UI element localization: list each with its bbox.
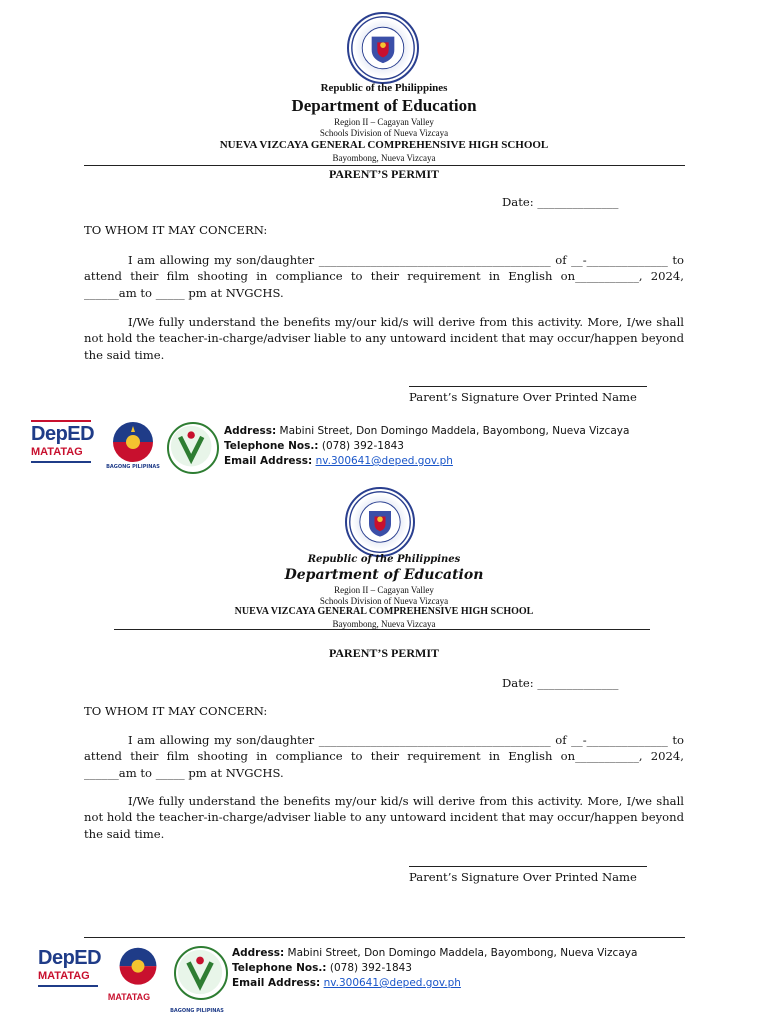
- region-text-2: Region II – Cagayan Valley: [334, 585, 434, 595]
- deped-seal-bottom: [345, 487, 415, 557]
- salutation: TO WHOM IT MAY CONCERN:: [84, 223, 268, 237]
- region-text: Region II – Cagayan Valley: [334, 117, 434, 127]
- header-divider: [84, 165, 685, 166]
- deped-logo-text-2: DepED: [38, 947, 102, 969]
- republic-text-2: Republic of the Philippines: [307, 554, 461, 565]
- date-field: Date: ______________: [502, 195, 619, 209]
- bagong-pilipinas-logo-2: [113, 944, 163, 992]
- school-logo-2: [174, 946, 228, 1000]
- email-link-2[interactable]: nv.300641@deped.gov.ph: [323, 977, 461, 989]
- email-label-2: Email Address:: [232, 977, 321, 989]
- permit-paragraph-1-b: [84, 732, 684, 781]
- location-text: Bayombong, Nueva Vizcaya: [332, 153, 436, 163]
- permit-paragraph-2-b: [84, 793, 684, 842]
- school-name: NUEVA VIZCAYA GENERAL COMPREHENSIVE HIGH SCHOOL: [219, 139, 549, 151]
- paragraph-1-text-b: I am allowing my son/daughter ________________________________________ of __-______________ to attend their film shooting in compliance to their requirement in English on___________, 2024, ______am to _____ pm at NVGCHS.: [84, 733, 684, 780]
- salutation-2: TO WHOM IT MAY CONCERN:: [84, 704, 268, 718]
- republic-text: Republic of the Philippines: [320, 82, 448, 94]
- address-label-2: Address:: [232, 947, 285, 959]
- address-value: Mabini Street, Don Domingo Maddela, Bayombong, Nueva Vizcaya: [279, 425, 630, 437]
- department-text-2: Department of Education: [284, 567, 484, 583]
- signature-line-2: [409, 866, 647, 867]
- location-text-2: Bayombong, Nueva Vizcaya: [332, 619, 436, 629]
- matatag-text-3: MATATAG: [107, 992, 151, 1002]
- permit-title: PARENT’S PERMIT: [328, 167, 440, 181]
- signature-label-2: Parent’s Signature Over Printed Name: [409, 870, 637, 884]
- permit-title-2: PARENT’S PERMIT: [328, 646, 440, 660]
- permit-paragraph-1: [84, 252, 684, 301]
- bagong-pilipinas-text-2: BAGONG PILIPINAS: [170, 1008, 224, 1014]
- paragraph-1-text: I am allowing my son/daughter ________________________________________ of __-______________ to attend their film shooting in compliance to their requirement in English on___________, 2024, ______am to _____ pm at NVGCHS.: [84, 253, 684, 300]
- paragraph-2-text: I/We fully understand the benefits my/our kid/s will derive from this activity. More, I/we shall not hold the teacher-in-charge/adviser liable to any untoward incident that may occur/happen beyond the said time.: [84, 315, 684, 362]
- department-text: Department of Education: [291, 96, 477, 115]
- phone-value-2: (078) 392-1843: [329, 962, 412, 974]
- permit-paragraph-2: [84, 314, 684, 363]
- footer-divider-2: [84, 937, 685, 938]
- matatag-text: MATATAG: [31, 446, 83, 458]
- division-text-2: Schools Division of Nueva Vizcaya: [319, 596, 449, 606]
- phone-label: Telephone Nos.:: [224, 440, 319, 452]
- deped-logo-text: DepED: [31, 423, 95, 445]
- bagong-pilipinas-text: BAGONG PILIPINAS: [106, 464, 160, 470]
- address-label: Address:: [224, 425, 277, 437]
- date-field-2: Date: ______________: [502, 676, 619, 690]
- signature-line: [409, 386, 647, 387]
- school-logo: [167, 422, 219, 474]
- deped-seal-top: [347, 12, 419, 84]
- paragraph-2-text-b: I/We fully understand the benefits my/our kid/s will derive from this activity. More, I/we shall not hold the teacher-in-charge/adviser liable to any untoward incident that may occur/happen beyond the said time.: [84, 794, 684, 841]
- school-name-2: NUEVA VIZCAYA GENERAL COMPREHENSIVE HIGH SCHOOL: [234, 606, 534, 617]
- header-divider-2: [114, 629, 650, 630]
- signature-label: Parent’s Signature Over Printed Name: [409, 390, 637, 404]
- deped-matatag-logo-2: [38, 946, 100, 996]
- deped-matatag-logo: [31, 420, 93, 474]
- division-text: Schools Division of Nueva Vizcaya: [319, 128, 449, 138]
- email-link[interactable]: nv.300641@deped.gov.ph: [315, 455, 453, 467]
- phone-value: (078) 392-1843: [321, 440, 404, 452]
- address-value-2: Mabini Street, Don Domingo Maddela, Bayombong, Nueva Vizcaya: [287, 947, 638, 959]
- phone-label-2: Telephone Nos.:: [232, 962, 327, 974]
- footer-contact-2: [232, 946, 637, 991]
- footer-contact-1: [224, 424, 629, 469]
- email-label: Email Address:: [224, 455, 313, 467]
- matatag-text-2: MATATAG: [38, 970, 90, 982]
